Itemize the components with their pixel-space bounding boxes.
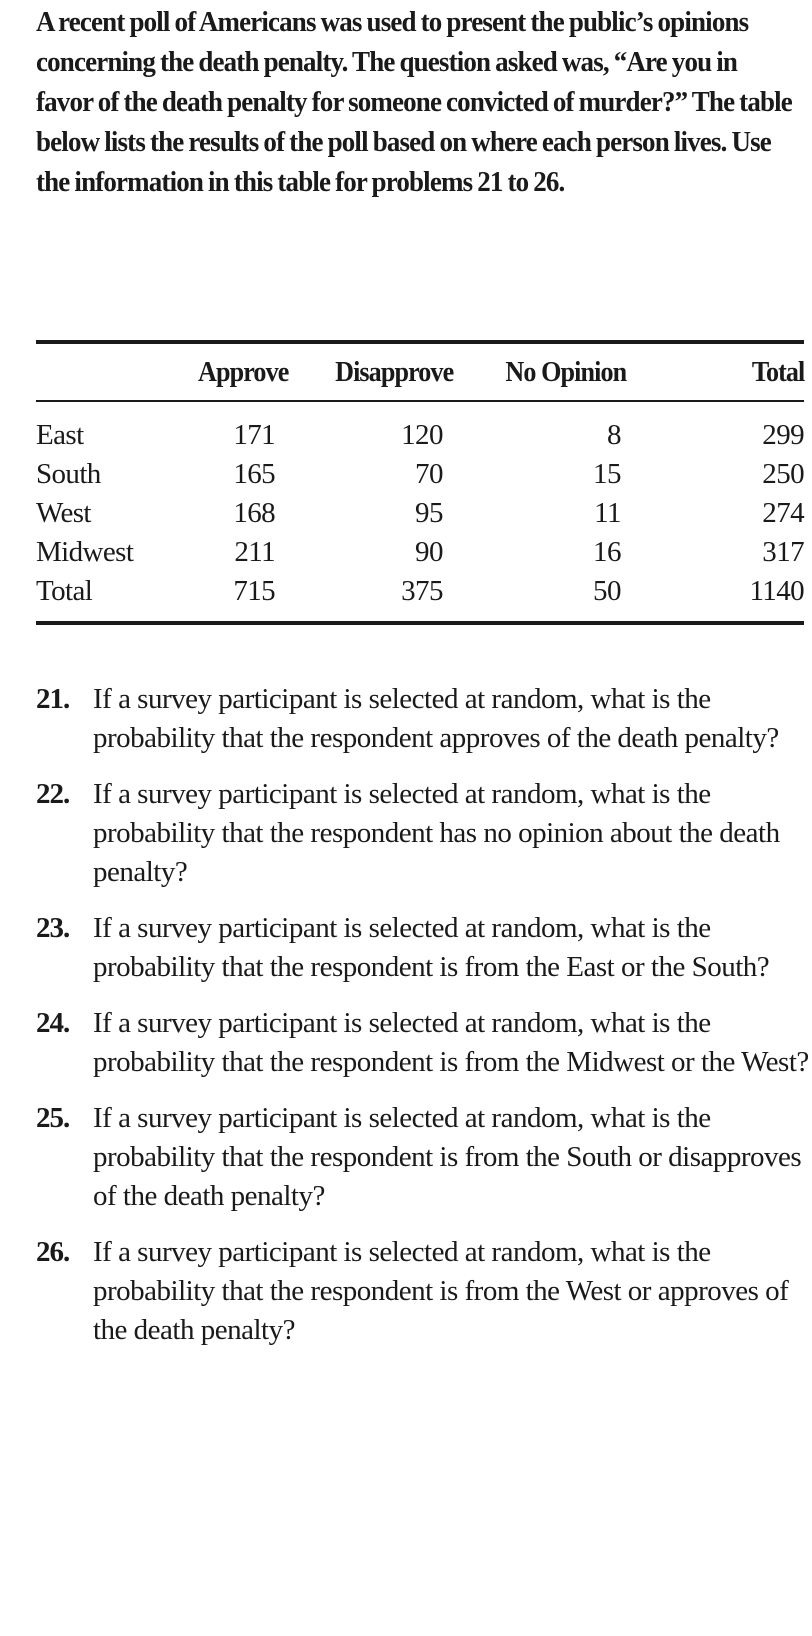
question-item bbox=[36, 775, 812, 892]
question-list bbox=[36, 680, 812, 1367]
cell-region: East bbox=[36, 419, 84, 451]
question-text: If a survey participant is selected at random, what is the probability that the respondent has no opinion about the death penalty? bbox=[93, 778, 780, 888]
cell-disapprove: 95 bbox=[415, 497, 443, 529]
question-item bbox=[36, 1004, 812, 1082]
cell-region: Midwest bbox=[36, 536, 134, 568]
table-total-row bbox=[36, 572, 804, 621]
cell-region: West bbox=[36, 497, 91, 529]
cell-approve: 168 bbox=[233, 497, 276, 529]
cell-total: 299 bbox=[762, 419, 804, 451]
poll-results-table bbox=[36, 340, 804, 625]
question-number: 22. bbox=[36, 778, 70, 810]
table-row bbox=[36, 494, 804, 533]
question-text: If a survey participant is selected at random, what is the probability that the respondent is from the South or disapproves of the death penalty? bbox=[93, 1102, 802, 1212]
cell-disapprove: 70 bbox=[415, 458, 443, 490]
question-item bbox=[36, 909, 812, 987]
cell-total: 1140 bbox=[749, 575, 804, 607]
header-no-opinion: No Opinion bbox=[505, 355, 627, 388]
header-approve: Approve bbox=[198, 355, 289, 388]
question-text: If a survey participant is selected at random, what is the probability that the respondent approves of the death penalty? bbox=[93, 683, 779, 754]
cell-no-opinion: 16 bbox=[593, 536, 621, 568]
question-number: 21. bbox=[36, 683, 70, 715]
question-item bbox=[36, 1233, 812, 1350]
cell-approve: 165 bbox=[233, 458, 276, 490]
cell-no-opinion: 11 bbox=[594, 497, 621, 529]
cell-no-opinion: 15 bbox=[593, 458, 621, 490]
question-number: 26. bbox=[36, 1236, 70, 1268]
question-item bbox=[36, 1099, 812, 1216]
cell-disapprove: 90 bbox=[415, 536, 443, 568]
cell-total: 317 bbox=[762, 536, 804, 568]
table-row bbox=[36, 402, 804, 455]
cell-approve: 171 bbox=[233, 419, 276, 451]
header-total: Total bbox=[751, 355, 804, 388]
table-bottom-rule bbox=[36, 621, 804, 625]
question-number: 23. bbox=[36, 912, 70, 944]
header-disapprove: Disapprove bbox=[334, 355, 453, 388]
table-header-row bbox=[36, 344, 804, 400]
question-text: If a survey participant is selected at random, what is the probability that the respondent is from the West or approves of the death penalty? bbox=[93, 1236, 789, 1346]
cell-disapprove: 120 bbox=[401, 419, 443, 451]
header-region bbox=[36, 344, 188, 400]
cell-region: Total bbox=[36, 575, 93, 607]
cell-approve: 211 bbox=[234, 536, 276, 568]
cell-total: 250 bbox=[762, 458, 804, 490]
table-row bbox=[36, 455, 804, 494]
cell-region: South bbox=[36, 458, 101, 490]
question-text: If a survey participant is selected at random, what is the probability that the respondent is from the East or the South? bbox=[93, 912, 770, 983]
cell-approve: 715 bbox=[233, 575, 276, 607]
cell-total: 274 bbox=[762, 497, 804, 529]
question-item bbox=[36, 680, 812, 758]
cell-no-opinion: 50 bbox=[593, 575, 621, 607]
cell-no-opinion: 8 bbox=[606, 419, 621, 451]
intro-paragraph: A recent poll of Americans was used to present the public’s opinions concerning the death penalty. The question asked was, “Are you in favor of the death penalty for someone convicted of murder?” The table below lists the results of the poll based on where each person lives. Use the information in this table for problems 21 to 26. bbox=[36, 6, 792, 198]
table-row bbox=[36, 533, 804, 572]
cell-disapprove: 375 bbox=[401, 575, 443, 607]
question-number: 25. bbox=[36, 1102, 70, 1134]
question-text: If a survey participant is selected at random, what is the probability that the respondent is from the Midwest or the West? bbox=[93, 1007, 809, 1078]
question-number: 24. bbox=[36, 1007, 70, 1039]
